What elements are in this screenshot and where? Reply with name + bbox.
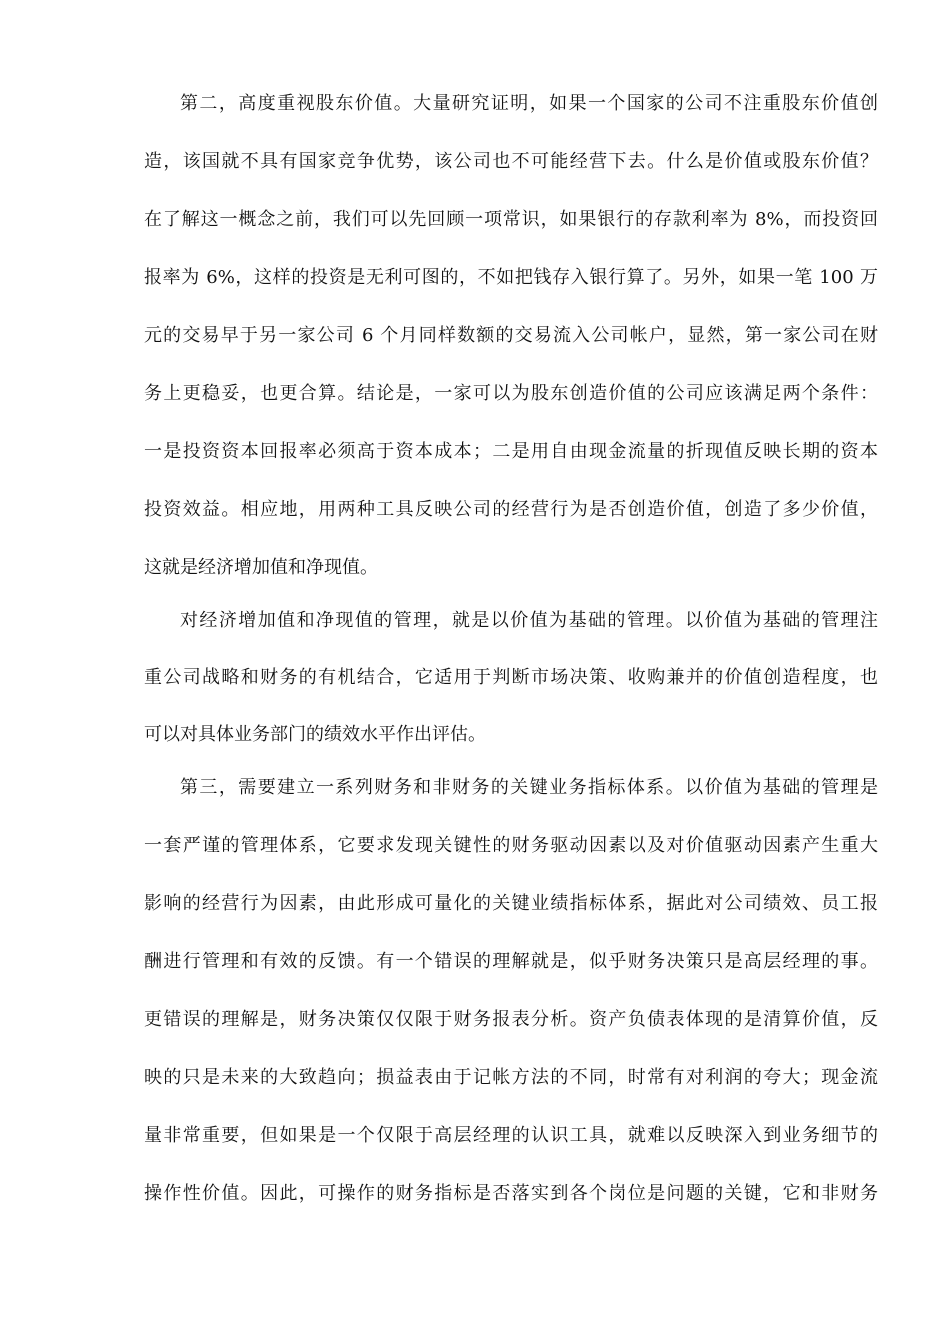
document-page — [144, 90, 878, 1207]
paragraph-value-based-management — [144, 607, 878, 748]
paragraph-key-indicators — [144, 774, 878, 1207]
text-line: 映的只是未来的大致趋向；损益表由于记帐方法的不同，时常有对利润的夸大；现金流 — [144, 1067, 878, 1088]
text-line: 酬进行管理和有效的反馈。有一个错误的理解就是，似乎财务决策只是高层经理的事。 — [144, 951, 878, 972]
text-line: 第三，需要建立一系列财务和非财务的关键业务指标体系。以价值为基础的管理是 — [180, 777, 878, 798]
text-line: 影响的经营行为因素，由此形成可量化的关键业绩指标体系，据此对公司绩效、员工报 — [144, 893, 878, 914]
text-line: 第二，高度重视股东价值。大量研究证明，如果一个国家的公司不注重股东价值创 — [180, 93, 878, 114]
text-line: 一套严谨的管理体系，它要求发现关键性的财务驱动因素以及对价值驱动因素产生重大 — [144, 835, 878, 856]
text-line: 对经济增加值和净现值的管理，就是以价值为基础的管理。以价值为基础的管理注 — [180, 610, 878, 631]
text-line: 造，该国就不具有国家竞争优势，该公司也不可能经营下去。什么是价值或股东价值？ — [144, 151, 878, 172]
text-line: 更错误的理解是，财务决策仅仅限于财务报表分析。资产负债表体现的是清算价值，反 — [144, 1009, 878, 1030]
text-line: 量非常重要，但如果是一个仅限于高层经理的认识工具，就难以反映深入到业务细节的 — [144, 1125, 878, 1146]
text-line: 在了解这一概念之前，我们可以先回顾一项常识，如果银行的存款利率为 8%，而投资回 — [144, 209, 878, 230]
text-line: 一是投资资本回报率必须高于资本成本；二是用自由现金流量的折现值反映长期的资本 — [144, 441, 878, 462]
text-line: 可以对具体业务部门的绩效水平作出评估。 — [144, 724, 486, 745]
text-line: 报率为 6%，这样的投资是无利可图的，不如把钱存入银行算了。另外，如果一笔 100 万 — [144, 267, 878, 288]
text-line: 这就是经济增加值和净现值。 — [144, 557, 378, 578]
text-line: 务上更稳妥，也更合算。结论是，一家可以为股东创造价值的公司应该满足两个条件： — [144, 383, 878, 404]
text-line: 元的交易早于另一家公司 6 个月同样数额的交易流入公司帐户，显然，第一家公司在财 — [144, 325, 878, 346]
text-line: 操作性价值。因此，可操作的财务指标是否落实到各个岗位是问题的关键，它和非财务 — [144, 1183, 878, 1204]
text-line: 重公司战略和财务的有机结合，它适用于判断市场决策、收购兼并的价值创造程度，也 — [144, 667, 878, 688]
text-line: 投资效益。相应地，用两种工具反映公司的经营行为是否创造价值，创造了多少价值， — [144, 499, 878, 520]
paragraph-shareholder-value — [144, 90, 878, 581]
